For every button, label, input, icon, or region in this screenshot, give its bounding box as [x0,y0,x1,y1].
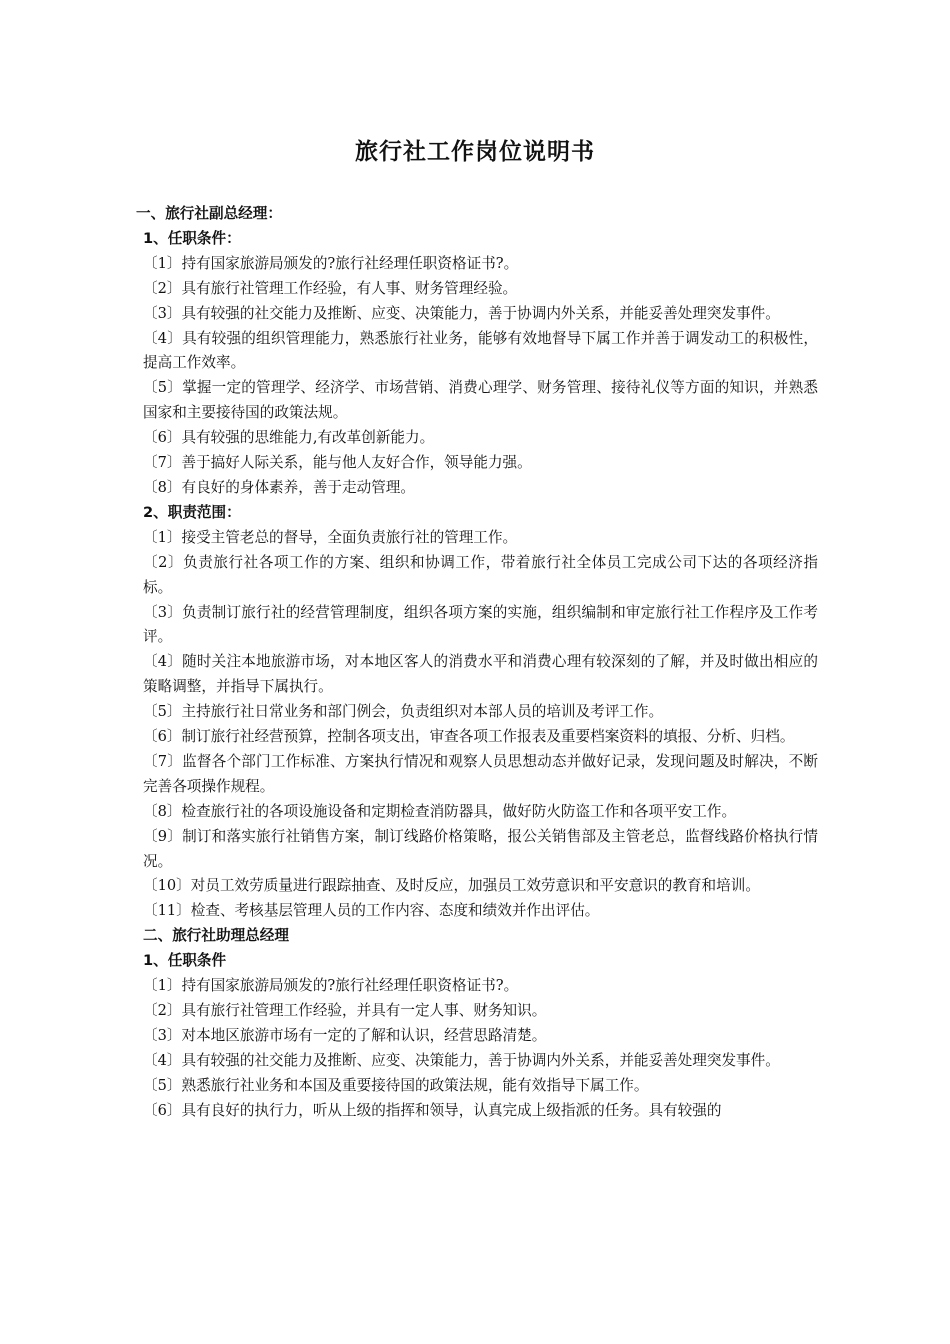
list-item: 〔1〕持有国家旅游局颁发的?旅行社经理任职资格证书?。 [143,254,519,272]
list-item: 〔4〕随时关注本地旅游市场，对本地区客人的消费水平和消费心理有较深刻的了解，并及时做出相应的策略调整，并指导下属执行。 [143,653,818,696]
subsection-heading: 2、职责范围： [143,503,241,521]
list-item: 〔2〕负责旅行社各项工作的方案、组织和协调工作，带着旅行社全体员工完成公司下达的各项经济指标。 [143,553,818,596]
list-item: 〔3〕对本地区旅游市场有一定的了解和认识，经营思路清楚。 [143,1026,547,1044]
list-item: 〔6〕具有良好的执行力，听从上级的指挥和领导，认真完成上级指派的任务。具有较强的 [143,1101,722,1119]
list-item: 〔8〕检查旅行社的各项设施设备和定期检查消防器具，做好防火防盗工作和各项平安工作。 [143,802,737,820]
list-item: 〔7〕监督各个部门工作标准、方案执行情况和观察人员思想动态并做好记录，发现问题及时解决，不断完善各项操作规程。 [143,752,818,795]
subsection-heading: 1、任职条件 [143,952,227,970]
list-item: 〔6〕具有较强的思维能力,有改革创新能力。 [143,429,435,447]
list-item: 〔10〕对员工效劳质量进行跟踪抽查、及时反应，加强员工效劳意识和平安意识的教育和培训。 [143,877,760,895]
document-body [136,202,818,1124]
section-heading: 一、旅行社副总经理： [136,205,282,222]
list-item: 〔7〕善于搞好人际关系，能与他人友好合作，领导能力强。 [143,454,532,472]
list-item: 〔4〕具有较强的社交能力及推断、应变、决策能力，善于协调内外关系，并能妥善处理突发事件。 [143,1051,780,1069]
list-item: 〔3〕负责制订旅行社的经营管理制度，组织各项方案的实施，组织编制和审定旅行社工作程序及工作考评。 [143,603,818,646]
list-item: 〔5〕熟悉旅行社业务和本国及重要接待国的政策法规，能有效指导下属工作。 [143,1076,649,1094]
list-item: 〔5〕主持旅行社日常业务和部门例会，负责组织对本部人员的培训及考评工作。 [143,703,664,721]
page-title: 旅行社工作岗位说明书 [355,139,595,165]
list-item: 〔2〕具有旅行社管理工作经验，有人事、财务管理经验。 [143,279,518,297]
list-item: 〔3〕具有较强的社交能力及推断、应变、决策能力，善于协调内外关系，并能妥善处理突发事件。 [143,304,780,322]
list-item: 〔1〕持有国家旅游局颁发的?旅行社经理任职资格证书?。 [143,977,519,995]
section-heading: 二、旅行社助理总经理 [143,927,289,945]
list-item: 〔5〕掌握一定的管理学、经济学、市场营销、消费心理学、财务管理、接待礼仪等方面的知识，并熟悉国家和主要接待国的政策法规。 [143,379,818,422]
list-item: 〔8〕有良好的身体素养，善于走动管理。 [143,478,415,496]
list-item: 〔11〕检查、考核基层管理人员的工作内容、态度和绩效并作出评估。 [143,902,600,920]
list-item: 〔1〕接受主管老总的督导，全面负责旅行社的管理工作。 [143,528,518,546]
list-item: 〔4〕具有较强的组织管理能力，熟悉旅行社业务，能够有效地督导下属工作并善于调发动工的积极性，提高工作效率。 [143,329,818,372]
subsection-heading: 1、任职条件： [143,229,241,247]
list-item: 〔2〕具有旅行社管理工作经验，并具有一定人事、财务知识。 [143,1002,547,1019]
list-item: 〔6〕制订旅行社经营预算，控制各项支出，审查各项工作报表及重要档案资料的填报、分析、归档。 [143,728,795,746]
list-item: 〔9〕制订和落实旅行社销售方案，制订线路价格策略，报公关销售部及主管老总，监督线路价格执行情况。 [143,827,818,870]
